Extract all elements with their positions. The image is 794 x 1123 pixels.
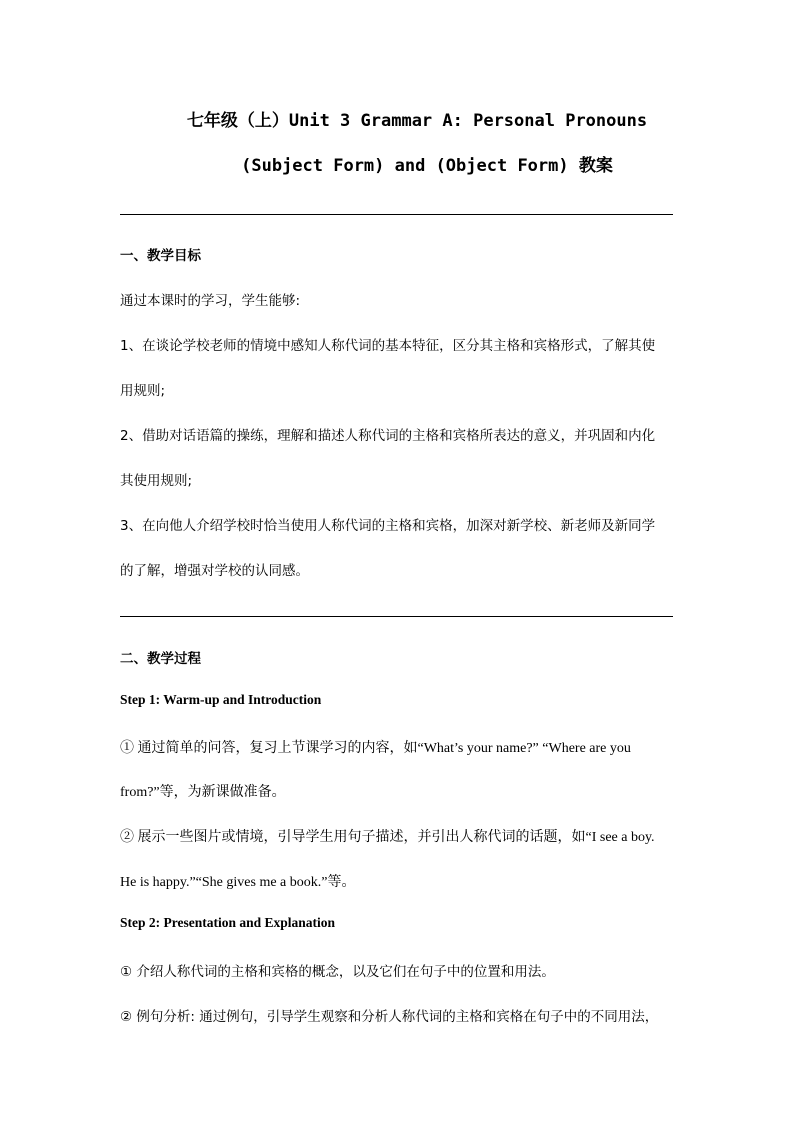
step2-paragraph2: ② 例句分析: 通过例句，引导学生观察和分析人称代词的主格和宾格在句子中的不同用法， xyxy=(120,1009,659,1025)
step1-title: Step 1: Warm-up and Introduction xyxy=(120,692,322,707)
divider-middle xyxy=(120,616,673,617)
document-title-line2: (Subject Form) and (Object Form) 教案 xyxy=(241,156,613,176)
step1-paragraph2-line2: He is happy.”“She gives me a book.”等。 xyxy=(120,875,356,890)
divider-top xyxy=(120,214,673,215)
step1-paragraph1-line1: ① 通过简单的问答，复习上节课学习的内容，如“What’s your name?” “Where are you xyxy=(120,741,631,756)
section2-heading: 二、教学过程 xyxy=(120,651,201,667)
objective-2-line1: 2、借助对话语篇的操练，理解和描述人称代词的主格和宾格所表达的意义，并巩固和内化 xyxy=(120,428,656,444)
objective-1-line1: 1、在谈论学校老师的情境中感知人称代词的基本特征，区分其主格和宾格形式，了解其使 xyxy=(120,338,656,354)
section1-intro: 通过本课时的学习，学生能够: xyxy=(120,293,301,309)
objective-1-line2: 用规则; xyxy=(120,383,166,399)
objective-3-line2: 的了解，增强对学校的认同感。 xyxy=(120,563,309,579)
section1-heading: 一、教学目标 xyxy=(120,248,201,264)
step2-title: Step 2: Presentation and Explanation xyxy=(120,915,336,930)
objective-3-line1: 3、在向他人介绍学校时恰当使用人称代词的主格和宾格，加深对新学校、新老师及新同学 xyxy=(120,518,656,534)
step1-paragraph1-line2: from?”等，为新课做准备。 xyxy=(120,785,286,800)
step1-paragraph2-line1: ② 展示一些图片或情境，引导学生用句子描述，并引出人称代词的话题，如“I see a boy. xyxy=(120,830,655,845)
objective-2-line2: 其使用规则; xyxy=(120,473,193,489)
document-title-line1: 七年级（上）Unit 3 Grammar A: Personal Pronouns xyxy=(186,111,648,131)
step2-paragraph1: ① 介绍人称代词的主格和宾格的概念，以及它们在句子中的位置和用法。 xyxy=(120,964,555,980)
